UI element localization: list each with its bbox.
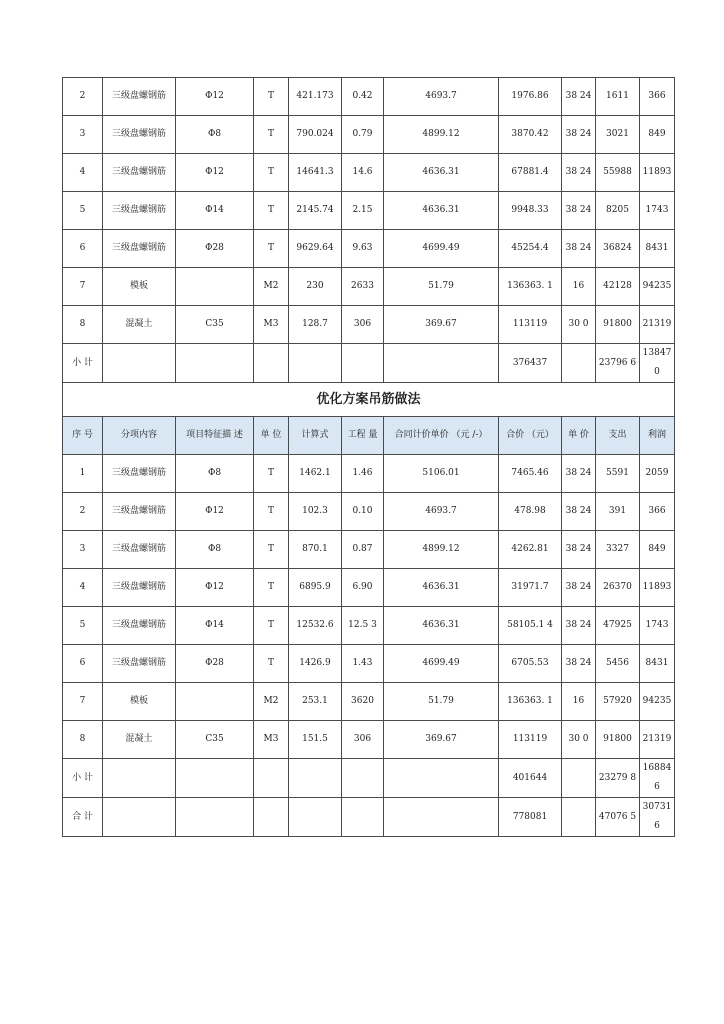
cell-formula [289,344,342,383]
table-row [63,78,675,116]
cell-unit-price: 30 0 [562,306,596,344]
cell-price: 4899.12 [384,116,499,154]
section-title-row [63,383,675,417]
cell-seq: 6 [63,645,103,683]
cell-expense: 8205 [596,192,640,230]
cell-unit: T [254,154,289,192]
table-row [63,192,675,230]
cell-feature: Φ12 [176,78,254,116]
cell-seq: 小 计 [63,759,103,798]
cell-formula: 253.1 [289,683,342,721]
cell-seq: 3 [63,116,103,154]
cell-formula: 12532.6 [289,607,342,645]
cell-content: 三级盘螺钢筋 [103,230,176,268]
cell-total: 478.98 [499,493,562,531]
cell-qty [342,344,384,383]
cell-expense: 3327 [596,531,640,569]
cell-content: 三级盘螺钢筋 [103,645,176,683]
cell-qty: 0.79 [342,116,384,154]
cell-expense: 391 [596,493,640,531]
cell-feature: Φ12 [176,493,254,531]
cell-total: 6705.53 [499,645,562,683]
table-row [63,455,675,493]
cell-seq: 4 [63,569,103,607]
cell-formula: 230 [289,268,342,306]
cell-feature: C35 [176,721,254,759]
cell-seq: 1 [63,455,103,493]
cell-qty: 2.15 [342,192,384,230]
cell-price: 4699.49 [384,645,499,683]
cell-seq: 8 [63,721,103,759]
cell-qty: 9.63 [342,230,384,268]
table-row [63,569,675,607]
cell-formula: 102.3 [289,493,342,531]
cell-content: 三级盘螺钢筋 [103,192,176,230]
cell-profit: 366 [640,78,675,116]
cell-unit-price: 38 24 [562,192,596,230]
table-row [63,493,675,531]
cell-feature: Φ8 [176,455,254,493]
cell-content: 三级盘螺钢筋 [103,154,176,192]
cell-price: 51.79 [384,268,499,306]
cell-expense: 91800 [596,306,640,344]
cell-seq: 6 [63,230,103,268]
cell-formula: 6895.9 [289,569,342,607]
cell-unit-price [562,344,596,383]
header-qty: 工程 量 [342,417,384,455]
cell-content [103,344,176,383]
cell-unit-price: 38 24 [562,230,596,268]
cell-profit: 94235 [640,683,675,721]
cell-feature: Φ12 [176,569,254,607]
table-row [63,230,675,268]
cell-qty: 12.5 3 [342,607,384,645]
cell-total: 113119 [499,306,562,344]
cell-qty: 0.10 [342,493,384,531]
cell-total: 58105.1 4 [499,607,562,645]
table-row [63,607,675,645]
cell-unit-price: 38 24 [562,645,596,683]
cell-content: 混凝土 [103,306,176,344]
table-header-row [63,417,675,455]
cell-feature: Φ28 [176,645,254,683]
cell-profit: 21319 [640,306,675,344]
cell-expense: 23796 6 [596,344,640,383]
cell-unit: M2 [254,683,289,721]
cell-formula: 128.7 [289,306,342,344]
cell-price [384,798,499,837]
cell-expense: 5591 [596,455,640,493]
cell-price [384,759,499,798]
cell-unit-price: 30 0 [562,721,596,759]
cell-unit-price: 38 24 [562,154,596,192]
cell-price: 4636.31 [384,569,499,607]
cell-profit: 11893 [640,154,675,192]
cell-qty: 306 [342,721,384,759]
cell-feature: Φ14 [176,192,254,230]
cell-price: 51.79 [384,683,499,721]
cell-content [103,759,176,798]
header-price: 合同计价单价 （元 /-） [384,417,499,455]
cell-expense: 57920 [596,683,640,721]
cell-unit: M3 [254,721,289,759]
cell-formula: 2145.74 [289,192,342,230]
cell-content: 三级盘螺钢筋 [103,493,176,531]
cell-expense: 26370 [596,569,640,607]
cell-seq: 7 [63,268,103,306]
cell-qty: 1.46 [342,455,384,493]
cell-feature [176,268,254,306]
cell-content: 三级盘螺钢筋 [103,607,176,645]
cell-total: 9948.33 [499,192,562,230]
cell-content: 三级盘螺钢筋 [103,569,176,607]
cell-content [103,798,176,837]
cell-price: 4636.31 [384,192,499,230]
cell-unit: T [254,116,289,154]
cell-unit-price [562,759,596,798]
cell-price [384,344,499,383]
cell-content: 三级盘螺钢筋 [103,455,176,493]
cell-expense: 42128 [596,268,640,306]
table-row [63,154,675,192]
cell-profit: 8431 [640,230,675,268]
cell-seq: 2 [63,493,103,531]
cell-unit-price: 38 24 [562,607,596,645]
cell-unit-price: 16 [562,268,596,306]
cell-price: 369.67 [384,721,499,759]
table-row [63,683,675,721]
cell-qty: 14.6 [342,154,384,192]
cell-content: 混凝土 [103,721,176,759]
cell-unit-price: 38 24 [562,116,596,154]
cell-expense: 47076 5 [596,798,640,837]
cell-feature [176,798,254,837]
cell-formula: 1462.1 [289,455,342,493]
cell-unit-price [562,798,596,837]
cell-unit [254,798,289,837]
cell-formula: 870.1 [289,531,342,569]
cell-total: 4262.81 [499,531,562,569]
cell-total: 45254.4 [499,230,562,268]
cell-price: 369.67 [384,306,499,344]
cell-profit: 138470 [640,344,675,383]
header-seq: 序 号 [63,417,103,455]
cell-profit: 366 [640,493,675,531]
subtotal-row [63,759,675,798]
cell-seq: 合 计 [63,798,103,837]
cell-formula: 9629.64 [289,230,342,268]
cell-expense: 55988 [596,154,640,192]
cell-expense: 47925 [596,607,640,645]
cell-expense: 1611 [596,78,640,116]
cell-unit-price: 38 24 [562,569,596,607]
cell-unit: T [254,230,289,268]
header-formula: 计算式 [289,417,342,455]
cell-expense: 5456 [596,645,640,683]
cell-seq: 5 [63,192,103,230]
cell-unit [254,344,289,383]
cell-seq: 小 计 [63,344,103,383]
table-row [63,645,675,683]
cell-feature: Φ14 [176,607,254,645]
cell-qty: 306 [342,306,384,344]
cell-feature: C35 [176,306,254,344]
cell-profit: 11893 [640,569,675,607]
cell-unit: T [254,455,289,493]
cell-seq: 7 [63,683,103,721]
header-content: 分项内容 [103,417,176,455]
cell-seq: 4 [63,154,103,192]
cell-profit: 307316 [640,798,675,837]
cell-total: 113119 [499,721,562,759]
cell-unit-price: 38 24 [562,455,596,493]
cell-expense: 3021 [596,116,640,154]
cell-price: 4693.7 [384,493,499,531]
cell-unit-price: 38 24 [562,78,596,116]
cell-price: 4636.31 [384,154,499,192]
cell-qty: 0.87 [342,531,384,569]
header-unit: 单 位 [254,417,289,455]
cost-table-body [63,78,675,837]
cell-profit: 849 [640,116,675,154]
cell-total: 1976.86 [499,78,562,116]
cell-profit: 21319 [640,721,675,759]
cell-seq: 5 [63,607,103,645]
cell-total: 31971.7 [499,569,562,607]
cell-qty: 3620 [342,683,384,721]
header-expense: 支出 [596,417,640,455]
cell-content: 三级盘螺钢筋 [103,78,176,116]
cell-unit-price: 38 24 [562,531,596,569]
cell-profit: 94235 [640,268,675,306]
cell-formula: 14641.3 [289,154,342,192]
cell-unit: T [254,493,289,531]
cell-expense: 91800 [596,721,640,759]
table-row [63,721,675,759]
table-row [63,306,675,344]
cell-qty: 6.90 [342,569,384,607]
cell-feature: Φ8 [176,116,254,154]
cell-unit: T [254,78,289,116]
cell-total: 401644 [499,759,562,798]
cell-qty [342,798,384,837]
cost-table [62,77,675,837]
cell-profit: 2059 [640,455,675,493]
cell-seq: 2 [63,78,103,116]
cell-unit: T [254,531,289,569]
cell-feature [176,683,254,721]
cell-profit: 8431 [640,645,675,683]
cell-unit: T [254,569,289,607]
cell-total: 778081 [499,798,562,837]
cell-total: 3870.42 [499,116,562,154]
cell-total: 376437 [499,344,562,383]
cell-unit: T [254,607,289,645]
cell-total: 67881.4 [499,154,562,192]
cell-qty: 2633 [342,268,384,306]
table-row [63,531,675,569]
cell-price: 4899.12 [384,531,499,569]
header-feature: 项目特征描 述 [176,417,254,455]
cell-feature: Φ8 [176,531,254,569]
section-title: 优化方案吊筋做法 [63,383,675,417]
cell-feature [176,344,254,383]
cell-content: 模板 [103,683,176,721]
cell-unit-price: 38 24 [562,493,596,531]
cell-formula: 1426.9 [289,645,342,683]
cell-total: 136363. 1 [499,683,562,721]
cell-total: 7465.46 [499,455,562,493]
cell-feature: Φ12 [176,154,254,192]
cell-expense: 36824 [596,230,640,268]
header-unit-price: 单 价 [562,417,596,455]
cell-unit: M3 [254,306,289,344]
table-row [63,116,675,154]
cell-content: 三级盘螺钢筋 [103,531,176,569]
cell-feature: Φ28 [176,230,254,268]
cell-total: 136363. 1 [499,268,562,306]
cell-formula: 790.024 [289,116,342,154]
cell-formula: 151.5 [289,721,342,759]
cell-price: 5106.01 [384,455,499,493]
subtotal-row [63,344,675,383]
cell-price: 4699.49 [384,230,499,268]
cell-expense: 23279 8 [596,759,640,798]
table-row [63,268,675,306]
cell-seq: 8 [63,306,103,344]
cell-unit [254,759,289,798]
cell-profit: 1743 [640,192,675,230]
cell-qty: 0.42 [342,78,384,116]
cell-unit: T [254,645,289,683]
cell-formula [289,759,342,798]
cell-unit-price: 16 [562,683,596,721]
cell-price: 4693.7 [384,78,499,116]
cell-profit: 168846 [640,759,675,798]
cell-content: 模板 [103,268,176,306]
cell-profit: 1743 [640,607,675,645]
cell-unit: M2 [254,268,289,306]
cell-price: 4636.31 [384,607,499,645]
header-total: 合价 （元） [499,417,562,455]
cell-formula [289,798,342,837]
cell-formula: 421.173 [289,78,342,116]
cell-seq: 3 [63,531,103,569]
cell-feature [176,759,254,798]
cell-profit: 849 [640,531,675,569]
grand-total-row [63,798,675,837]
cell-unit: T [254,192,289,230]
cell-qty: 1.43 [342,645,384,683]
cell-content: 三级盘螺钢筋 [103,116,176,154]
header-profit: 利润 [640,417,675,455]
cell-qty [342,759,384,798]
